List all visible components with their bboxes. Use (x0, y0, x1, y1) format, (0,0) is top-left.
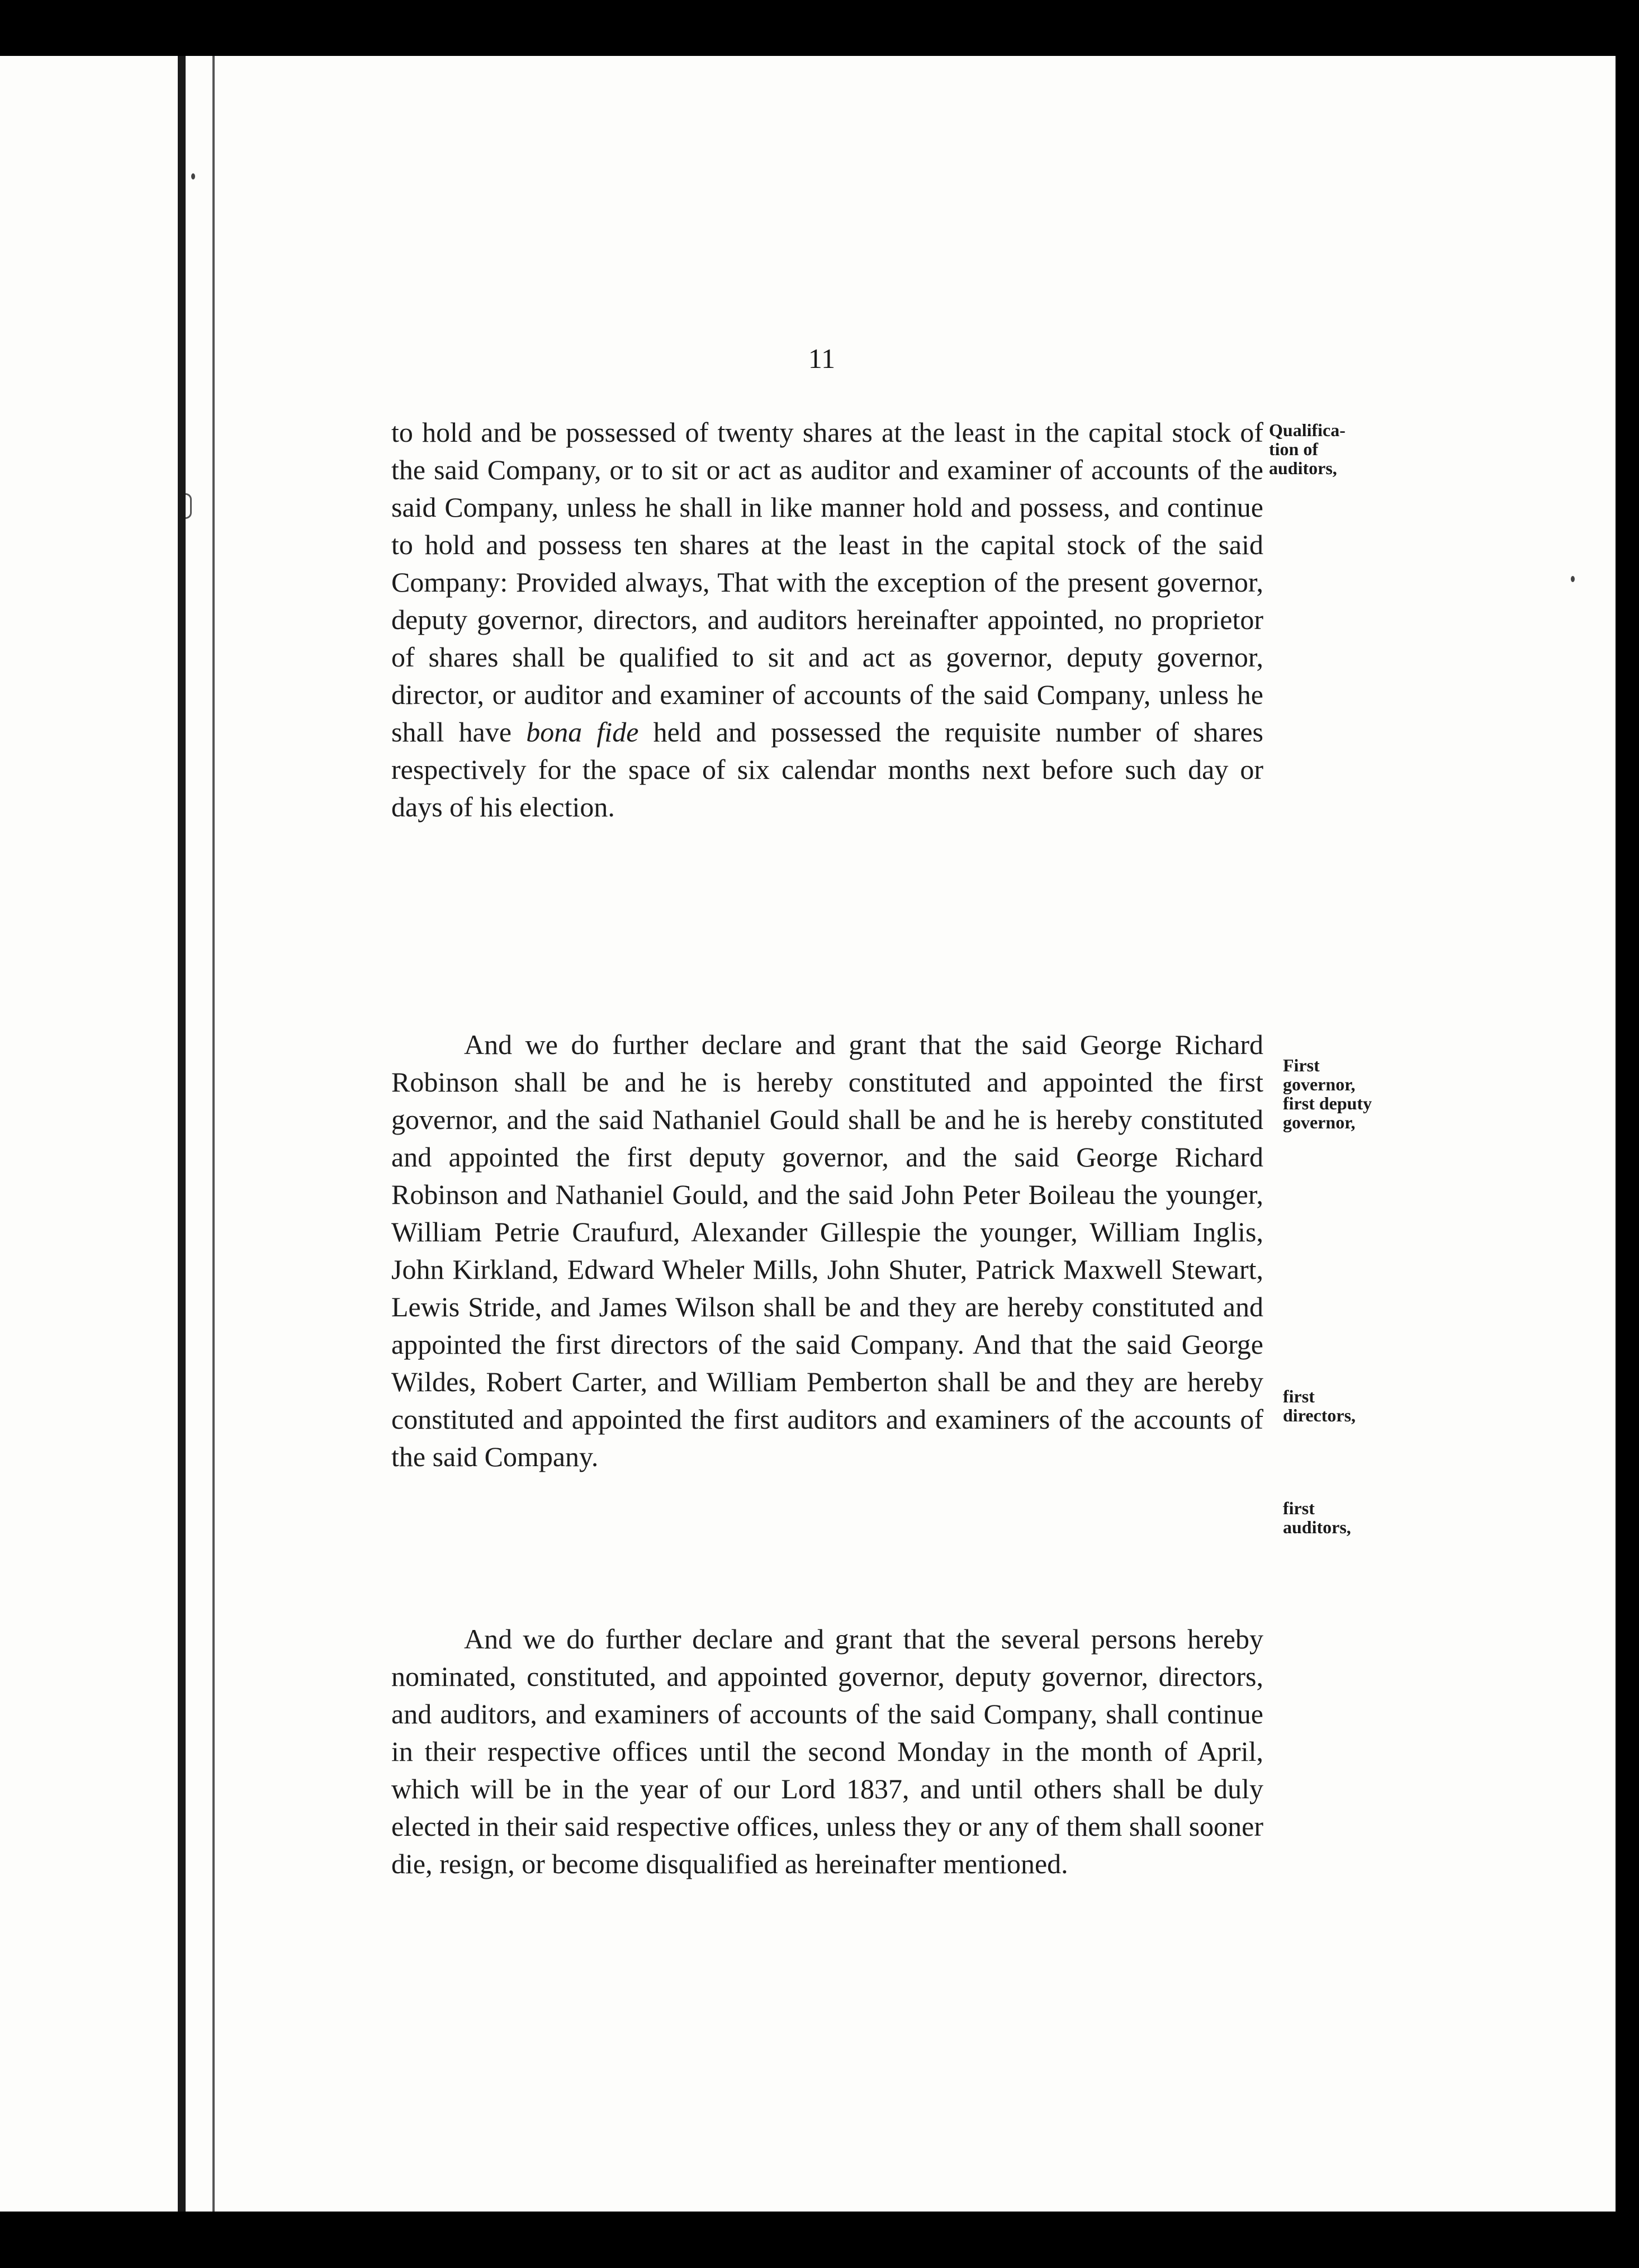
margin-note-first-governor (1283, 1056, 1395, 1132)
edge-mark (186, 493, 192, 519)
scan-speck (1571, 576, 1575, 582)
margin-note-line: tion of (1269, 439, 1318, 459)
italic-phrase: bona fide (526, 716, 639, 748)
margin-note-line: auditors, (1269, 458, 1337, 478)
margin-note-line: directors, (1283, 1405, 1356, 1425)
margin-note-line: Qualifica- (1269, 420, 1346, 440)
paragraph-first-officers: And we do further declare and grant that the said George Richard Robinson shall be and he is hereby constituted and appointed the first governor, and the said Nathaniel Gould shall be and he is hereby constituted and appointed the first deputy governor, and the said George Richard Robinson and Nathaniel Gould, and the said John Peter Boileau the younger, William Petrie Craufurd, Alexander Gillespie the younger, William Inglis, John Kirkland, Edward Wheler Mills, John Shuter, Patrick Maxwell Stewart, Lewis Stride, and James Wilson shall be and they are hereby constituted and appointed the first directors of the said Company. And that the said George Wildes, Robert Carter, and William Pemberton shall be and they are hereby constituted and appointed the first auditors and examiners of the accounts of the said Company. (391, 1029, 1263, 1472)
scan-speck (191, 173, 195, 179)
margin-note-line: first deputy (1283, 1093, 1372, 1113)
document-page (0, 56, 1616, 2212)
page-spine-edge (178, 56, 186, 2212)
margin-note-line: auditors, (1283, 1517, 1351, 1537)
paragraph-qualification (391, 414, 1263, 826)
margin-note-line: First (1283, 1055, 1320, 1075)
margin-note-line: governor, (1283, 1112, 1356, 1132)
paragraph-text: to hold and be possessed of twenty shares at the least in the capital stock of the said Company, or to sit or act as auditor and examiner of accounts of the said Company, unless he shall in like manner hold and possess, and continue to hold and possess ten shares at the least in the capital stock of the said Company: Provided always, That with the exception of the present governor, deputy governor, directors, and auditors hereinafter appointed, no proprietor of shares shall be qualified to sit and act as governor, deputy governor, director, or auditor and examiner of accounts of the said Company, unless he shall have (391, 417, 1263, 748)
margin-note-line: first (1283, 1386, 1315, 1406)
margin-note-line: first (1283, 1498, 1315, 1518)
paragraph-term-of-office: And we do further declare and grant that the several persons hereby nominated, constituted, and appointed governor, deputy governor, directors, and auditors, and examiners of accounts of the said Company, shall continue in their respective offices until the second Monday in the month of April, which will be in the year of our Lord 1837, and until others shall be duly elected in their said respective offices, unless they or any of them shall sooner die, resign, or become disqualified as hereinafter mentioned. (391, 1623, 1263, 1879)
page-number: 11 (808, 343, 836, 374)
paragraph-text-end: held and possessed the requisite number of shares respectively for the space of six calendar months next before such day or days of his election. (391, 716, 1264, 823)
margin-note-qualification (1269, 420, 1381, 478)
margin-note-line: governor, (1283, 1074, 1356, 1094)
margin-note-first-auditors (1283, 1499, 1395, 1537)
page-gutter-line (212, 56, 215, 2212)
margin-note-first-directors (1283, 1387, 1395, 1425)
